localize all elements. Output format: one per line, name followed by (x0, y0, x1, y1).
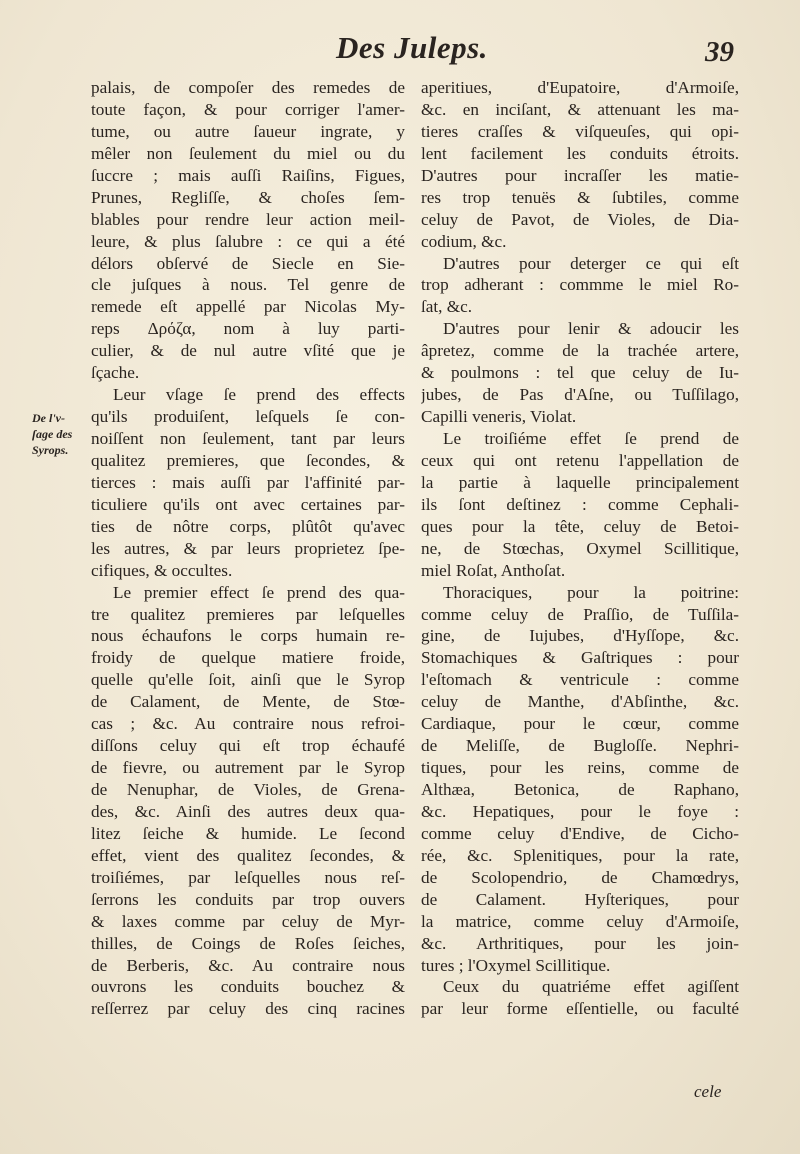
text-line: Capilli veneris, Violat. (421, 407, 577, 427)
text-line: qu'ils produiſent, leſquels ſe con- (91, 407, 405, 427)
text-line: mêler non ſeulement du miel ou du (91, 143, 405, 163)
text-line: de Calament. Hyſteriques, pour (421, 889, 739, 909)
text-line: res trop tenuës & ſubtiles, comme (421, 187, 739, 207)
text-line: &c. Arthritiques, pour les join- (421, 933, 739, 953)
text-line: & laxes comme par celuy de Myr- (91, 911, 405, 931)
right-column (421, 77, 739, 1020)
running-head (0, 30, 800, 74)
text-line: ne, de Stœchas, Oxymel Scillitique, (421, 538, 739, 558)
text-line: Althæa, Betonica, de Raphano, (421, 780, 739, 799)
text-line: tures ; l'Oxymel Scillitique. (421, 955, 611, 975)
text-line: cle juſques à nous. Tel genre de (91, 275, 405, 295)
text-line: de fievre, ou autrement par le Syrop (91, 758, 405, 778)
text-line: de Calament, de Mente, de Stœ- (91, 692, 405, 712)
text-line: Leur vſage ſe prend des effects (113, 385, 405, 405)
text-line: tume, ou autre ſaueur ingrate, y (91, 121, 405, 141)
text-line: de Meliſſe, de Bugloſſe. Nephri- (421, 736, 739, 756)
text-line: tiques, pour les reins, comme de (421, 758, 739, 778)
text-line: effet, vient des qualitez ſecondes, & (91, 845, 405, 865)
text-line: ſuccre ; mais auſſi Raiſins, Figues, (91, 165, 405, 185)
text-line: comme celuy de Praſſio, de Tuſſila- (421, 604, 739, 624)
text-line: &c. en inciſant, & attenuant les ma- (421, 99, 739, 119)
text-line: par leur forme eſſentielle, ou faculté (421, 999, 739, 1019)
text-line: ouvrons les conduits bouchez & (91, 977, 405, 997)
text-line: litez ſeiche & humide. Le ſecond (91, 823, 405, 843)
text-line: celuy de Manthe, d'Abſinthe, &c. (421, 692, 739, 712)
margin-note-line: ſage des (32, 427, 73, 441)
text-line: de Berberis, &c. Au contraire nous (91, 955, 405, 975)
text-line: Prunes, Regliſſe, & choſes ſem- (91, 187, 405, 207)
text-line: remede eſt appellé par Nicolas My- (91, 297, 405, 317)
text-line: nous échaufons le corps humain re- (91, 626, 405, 646)
text-line: palais, de compoſer des remedes de (91, 78, 405, 97)
margin-note-line: De l'v- (32, 411, 65, 425)
margin-note (32, 410, 90, 458)
catchword: cele (694, 1082, 722, 1101)
text-line: cas ; &c. Au contraire nous refroi- (91, 714, 405, 734)
text-line: gine, de Iujubes, d'Hyſſope, &c. (421, 626, 739, 646)
text-line: la partie à laquelle principalement (421, 472, 739, 492)
text-line: comme celuy d'Endive, de Cicho- (421, 823, 739, 843)
text-line: Le troiſiéme effet ſe prend de (443, 429, 739, 448)
text-line: ſerrons les conduits par trop ouvers (91, 889, 405, 909)
text-line: cifiques, & occultes. (91, 560, 233, 580)
text-line: ſçache. (91, 363, 140, 383)
text-line: Ceux du quatriéme effet agiſſent (443, 977, 739, 997)
text-line: froidy de quelque matiere froide, (91, 648, 405, 668)
text-line: toute façon, & pour corriger l'amer- (91, 99, 405, 119)
text-line: ticuliere qu'ils ont avec certaines par- (91, 494, 405, 514)
text-line: blables pour rendre leur action meil- (91, 209, 405, 229)
text-line: lent facilement les conduits étroits. (421, 143, 739, 163)
text-line: qualitez premieres, que ſecondes, & (91, 450, 405, 470)
left-column (91, 77, 405, 1020)
text-line: ceux qui ont retenu l'appellation de (421, 450, 739, 470)
page-title: Des Juleps. (336, 30, 488, 65)
text-line: &c. Hepatiques, pour le foye : (421, 801, 739, 821)
text-line: culier, & de nul autre vſité que je (91, 341, 405, 361)
text-line: aperitiues, d'Eupatoire, d'Armoiſe, (421, 78, 739, 97)
text-line: jubes, de Pas d'Aſne, ou Tuſſilago, (421, 385, 739, 405)
text-line: des, &c. Ainſi des autres deux qua- (91, 801, 405, 821)
text-line: l'eſtomach & ventricule : comme (421, 670, 739, 690)
text-line: noiſſent non ſeulement, tant par leurs (91, 429, 405, 448)
text-line: ils ſont deſtinez : comme Cephali- (421, 494, 739, 514)
text-line: tieres craſſes & viſqueuſes, qui opi- (421, 121, 739, 141)
text-line: Cardiaque, pour le cœur, comme (421, 714, 739, 734)
text-line: de Nenuphar, de Violes, de Grena- (91, 780, 405, 799)
text-line: diſſons celuy qui eſt trop échaufé (91, 736, 405, 756)
text-line: âpretez, comme de la trachée artere, (421, 341, 739, 361)
text-line: les autres, & par leurs proprietez ſpe- (91, 538, 405, 558)
text-line: tre qualitez premieres par leſquelles (91, 604, 405, 624)
text-line: quelle qu'elle ſoit, ainſi que le Syrop (91, 670, 405, 690)
text-line: ties de nôtre corps, plûtôt qu'avec (91, 516, 405, 536)
text-line: de Scolopendrio, de Chamœdrys, (421, 867, 739, 887)
text-line: reps Δρόζα, nom à luy parti- (91, 319, 405, 339)
text-line: miel Roſat, Anthoſat. (421, 560, 566, 580)
text-line: Stomachiques & Gaſtriques : pour (421, 648, 739, 668)
text-line: Thoraciques, pour la poitrine: (443, 582, 739, 602)
page-number: 39 (705, 36, 734, 68)
text-line: rée, &c. Splenitiques, pour la rate, (421, 845, 739, 865)
text-line: ſat, &c. (421, 297, 473, 317)
text-line: D'autres pour deterger ce qui eſt (443, 253, 739, 273)
text-line: délors obſervé de Siecle en Sie- (91, 253, 405, 273)
text-line: leure, & plus ſalubre : ce qui a été (91, 231, 405, 251)
text-line: la matrice, comme celuy d'Armoiſe, (421, 911, 739, 931)
text-line: reſſerrez par celuy des cinq racines (91, 999, 405, 1019)
text-line: tierces : mais auſſi par l'affinité par- (91, 472, 405, 492)
text-line: ques pour la tête, celuy de Betoi- (421, 516, 739, 536)
text-line: D'autres pour incraſſer les matie- (421, 165, 739, 185)
text-line: D'autres pour lenir & adoucir les (443, 319, 739, 339)
text-line: celuy de Pavot, de Violes, de Dia- (421, 209, 739, 229)
margin-note-line: Syrops. (32, 443, 69, 457)
text-line: Le premier effect ſe prend des qua- (113, 582, 405, 602)
text-line: codium, &c. (421, 231, 507, 251)
text-line: & poulmons : tel que celuy de Iu- (421, 363, 739, 383)
text-line: thilles, de Coings de Roſes ſeiches, (91, 933, 405, 953)
text-line: trop adherant : commme le miel Ro- (421, 275, 739, 295)
text-line: troiſiémes, par leſquelles nous reſ- (91, 867, 405, 887)
